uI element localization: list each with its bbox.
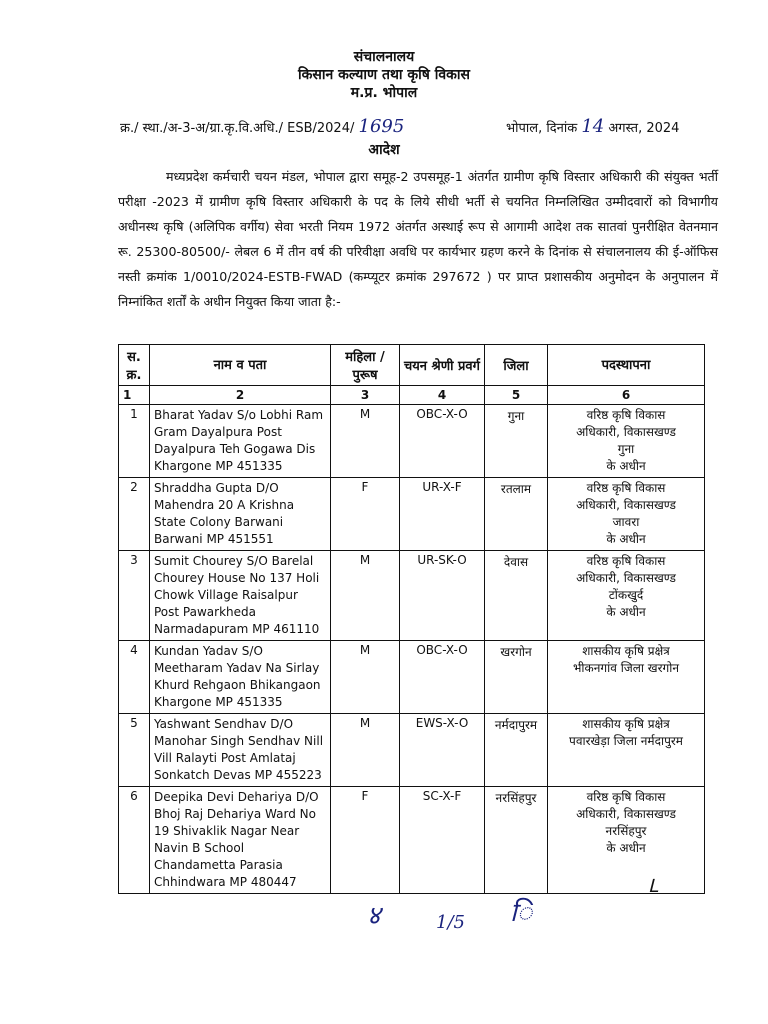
row-gender: M (331, 551, 400, 641)
row-category: UR-X-F (400, 478, 485, 551)
date-suffix: अगस्त, 2024 (608, 121, 680, 136)
col-number: 3 (331, 386, 400, 405)
table-header-row (119, 345, 705, 386)
row-district: नरसिंहपुर (485, 787, 548, 894)
posting-line: अधिकारी, विकासखण्ड (576, 807, 676, 821)
row-gender: M (331, 641, 400, 714)
row-category: OBC-X-O (400, 405, 485, 478)
posting-line: वरिष्ठ कृषि विकास (586, 554, 666, 568)
row-district: देवास (485, 551, 548, 641)
reference-date (506, 116, 679, 137)
order-body-paragraph: मध्यप्रदेश कर्मचारी चयन मंडल, भोपाल द्वारा समूह-2 उपसमूह-1 अंतर्गत ग्रामीण कृषि विस्तार अधिकारी की संयुक्त भर्ती परीक्षा -2023 में ग्रामीण कृषि विस्तार अधिकारी के पद के लिये सीधी भर्ती से चयनित निम्नलिखित उम्मीदवारों को विभागीय अधीनस्थ कृषि (अलिपिक वर्गीय) सेवा भरती नियम 1972 अंतर्गत अस्थाई रूप से आगामी आदेश तक सातवां पुनरीक्षित वेतनमान रू. 25300-80500/- लेबल 6 में तीन वर्ष की परिवीक्षा अवधि पर कार्यभार ग्रहण करने के दिनांक से संचालनालय की ई-ऑफिस नस्ती क्रमांक 1/0010/2024-ESTB-FWAD (कम्प्यूटर क्रमांक 297672 ) पर प्राप्त प्रशासकीय अनुमोदन के अनुपालन में निम्नांकित शर्तों के अधीन नियुक्त किया जाता है:- (118, 169, 718, 309)
letterhead (0, 48, 768, 102)
reference-prefix: क्र./ स्था./अ-3-अ/ग्रा.कृ.वि.अधि./ ESB/2024/ (120, 121, 355, 136)
table-row (119, 641, 705, 714)
row-posting (548, 551, 705, 641)
posting-line: नरसिंहपुर (605, 824, 647, 838)
posting-line: वरिष्ठ कृषि विकास (586, 481, 666, 495)
posting-line: अधिकारी, विकासखण्ड (576, 425, 676, 439)
posting-line: अधिकारी, विकासखण्ड (576, 498, 676, 512)
posting-line: भीकनगांव जिला खरगोन (572, 661, 680, 675)
table-row (119, 551, 705, 641)
table-row (119, 478, 705, 551)
table-row (119, 405, 705, 478)
row-category: SC-X-F (400, 787, 485, 894)
col-number: 4 (400, 386, 485, 405)
posting-line: वरिष्ठ कृषि विकास (586, 790, 666, 804)
row-serial-number: 2 (119, 478, 150, 551)
row-category: OBC-X-O (400, 641, 485, 714)
header-name-address: नाम व पता (150, 345, 331, 386)
posting-line: के अधीन (606, 841, 646, 855)
row-name-address: Yashwant Sendhav D/O Manohar Singh Sendhav Nill Vill Ralayti Post Amlataj Sonkatch Devas MP 455223 (150, 714, 331, 787)
col-number: 6 (548, 386, 705, 405)
row-posting (548, 714, 705, 787)
row-district: रतलाम (485, 478, 548, 551)
row-posting (548, 405, 705, 478)
table-row (119, 714, 705, 787)
header-district: जिला (485, 345, 548, 386)
row-name-address: Shraddha Gupta D/O Mahendra 20 A Krishna State Colony Barwani Barwani MP 451551 (150, 478, 331, 551)
reference-number-handwritten: 1695 (358, 116, 405, 137)
date-prefix: भोपाल, दिनांक (506, 121, 578, 136)
handwritten-mark-3: ि (510, 898, 533, 928)
col-number: 1 (119, 386, 150, 405)
row-district: नर्मदापुरम (485, 714, 548, 787)
row-name-address: Sumit Chourey S/O Barelal Chourey House No 137 Holi Chowk Village Raisalpur Post Pawarkheda Narmadapuram MP 461110 (150, 551, 331, 641)
date-day-handwritten: 14 (581, 116, 605, 137)
appointment-table (118, 344, 705, 894)
header-posting: पदस्थापना (548, 345, 705, 386)
row-serial-number: 3 (119, 551, 150, 641)
row-serial-number: 5 (119, 714, 150, 787)
row-serial-number: 6 (119, 787, 150, 894)
posting-line: शासकीय कृषि प्रक्षेत्र (582, 644, 670, 658)
posting-line: के अधीन (606, 605, 646, 619)
header-category: चयन श्रेणी प्रवर्ग (400, 345, 485, 386)
table-body (119, 405, 705, 894)
row-name-address: Bharat Yadav S/o Lobhi Ram Gram Dayalpura Post Dayalpura Teh Gogawa Dis Khargone MP 451335 (150, 405, 331, 478)
posting-line: पवारखेड़ा जिला नर्मदापुरम (569, 734, 683, 748)
table-row (119, 787, 705, 894)
col-number: 2 (150, 386, 331, 405)
posting-line: शासकीय कृषि प्रक्षेत्र (582, 717, 670, 731)
row-gender: M (331, 405, 400, 478)
posting-line: गुना (617, 442, 635, 456)
handwritten-mark-1: ४ (367, 901, 381, 931)
posting-line: के अधीन (606, 459, 646, 473)
header-line-2: किसान कल्याण तथा कृषि विकास (297, 67, 471, 83)
row-gender: F (331, 478, 400, 551)
row-serial-number: 1 (119, 405, 150, 478)
handwritten-mark-2: 1/5 (436, 912, 465, 933)
posting-line: जावरा (612, 515, 640, 529)
order-title: आदेश (368, 142, 400, 158)
row-category: EWS-X-O (400, 714, 485, 787)
row-district: गुना (485, 405, 548, 478)
header-sn: स. क्र. (119, 345, 150, 386)
handwritten-mark-4: ᒪ (648, 876, 659, 897)
row-name-address: Deepika Devi Dehariya D/O Bhoj Raj Dehariya Ward No 19 Shivaklik Nagar Near Navin B School Chandametta Parasia Chhindwara MP 480447 (150, 787, 331, 894)
row-posting (548, 641, 705, 714)
reference-row (120, 116, 720, 138)
row-gender: F (331, 787, 400, 894)
reference-number (120, 116, 404, 137)
row-name-address: Kundan Yadav S/O Meetharam Yadav Na Sirlay Khurd Rehgaon Bhikangaon Khargone MP 451335 (150, 641, 331, 714)
table-column-number-row (119, 386, 705, 405)
header-gender: महिला / पुरूष (331, 345, 400, 386)
row-serial-number: 4 (119, 641, 150, 714)
posting-line: के अधीन (606, 532, 646, 546)
row-gender: M (331, 714, 400, 787)
header-line-1: संचालनालय (353, 49, 415, 65)
row-posting (548, 478, 705, 551)
posting-line: टोंकखुर्द (608, 588, 644, 602)
posting-line: वरिष्ठ कृषि विकास (586, 408, 666, 422)
posting-line: अधिकारी, विकासखण्ड (576, 571, 676, 585)
row-category: UR-SK-O (400, 551, 485, 641)
row-posting (548, 787, 705, 894)
header-line-3: म.प्र. भोपाल (350, 85, 418, 101)
row-district: खरगोन (485, 641, 548, 714)
col-number: 5 (485, 386, 548, 405)
